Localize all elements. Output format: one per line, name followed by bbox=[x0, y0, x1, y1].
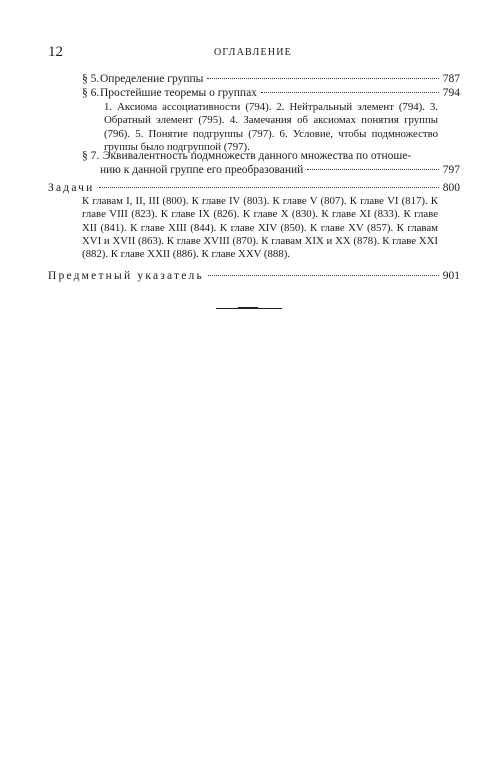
chapter-page: 800 bbox=[442, 182, 460, 194]
chapter-page: 901 bbox=[442, 270, 460, 282]
section-title: Определение группы bbox=[100, 73, 204, 85]
chapter-title: Предметный указатель bbox=[48, 270, 204, 282]
dot-leader bbox=[208, 275, 439, 276]
toc-entry-s5[interactable] bbox=[82, 72, 460, 86]
section-page: 787 bbox=[442, 73, 460, 85]
running-title: ОГЛАВЛЕНИЕ bbox=[214, 47, 292, 58]
section-page: 794 bbox=[442, 87, 460, 99]
toc-entry-tasks[interactable] bbox=[48, 181, 460, 195]
toc-entry-index[interactable] bbox=[48, 269, 460, 283]
section-contents-s6 bbox=[104, 101, 438, 154]
end-divider bbox=[216, 308, 282, 309]
dot-leader bbox=[307, 169, 438, 170]
section-title-line2: нию к данной группе его преобразований bbox=[100, 164, 304, 176]
page-number: 12 bbox=[48, 44, 63, 60]
toc-entry-s7[interactable] bbox=[82, 149, 460, 177]
subsection-list: 1. Аксиома ассоциативности (794). 2. Нейтральный элемент (794). 3. Обратный элемент (795). 4. Замечания об аксиомах понятия группы (796). 5. Понятие подгруппы (797). 6. Условие, чтобы подмножество группы было подгруппой (797). bbox=[104, 101, 438, 153]
chapter-title: Задачи bbox=[48, 182, 95, 194]
dot-leader bbox=[207, 78, 438, 79]
dot-leader bbox=[261, 92, 439, 93]
dot-leader bbox=[99, 187, 439, 188]
section-number: § 6. bbox=[82, 87, 100, 99]
section-number: § 7. bbox=[82, 150, 100, 162]
section-title-line1: Эквивалентность подмножеств данного множества по отноше- bbox=[102, 150, 412, 162]
section-number: § 5. bbox=[82, 73, 100, 85]
section-page: 797 bbox=[442, 164, 460, 176]
toc-entry-s6[interactable] bbox=[82, 86, 460, 100]
section-title: Простейшие теоремы о группах bbox=[100, 87, 257, 99]
tasks-list: К главам I, II, III (800). К главе IV (803). К главе V (807). К главе VI (817). К главе VIII (823). К главе IX (826). К главе X (830). К главе XI (833). К главе XII (841). К главе XIII (844). К главе XIV (850). К главе XV (857). К главам XVI и XVII (863). К главе XVIII (870). К главам XIX и XX (878). К главе XXI (882). К главе XXII (886). К главе XXV (888). bbox=[82, 195, 438, 261]
page-header bbox=[48, 44, 458, 64]
tasks-contents bbox=[82, 195, 438, 261]
